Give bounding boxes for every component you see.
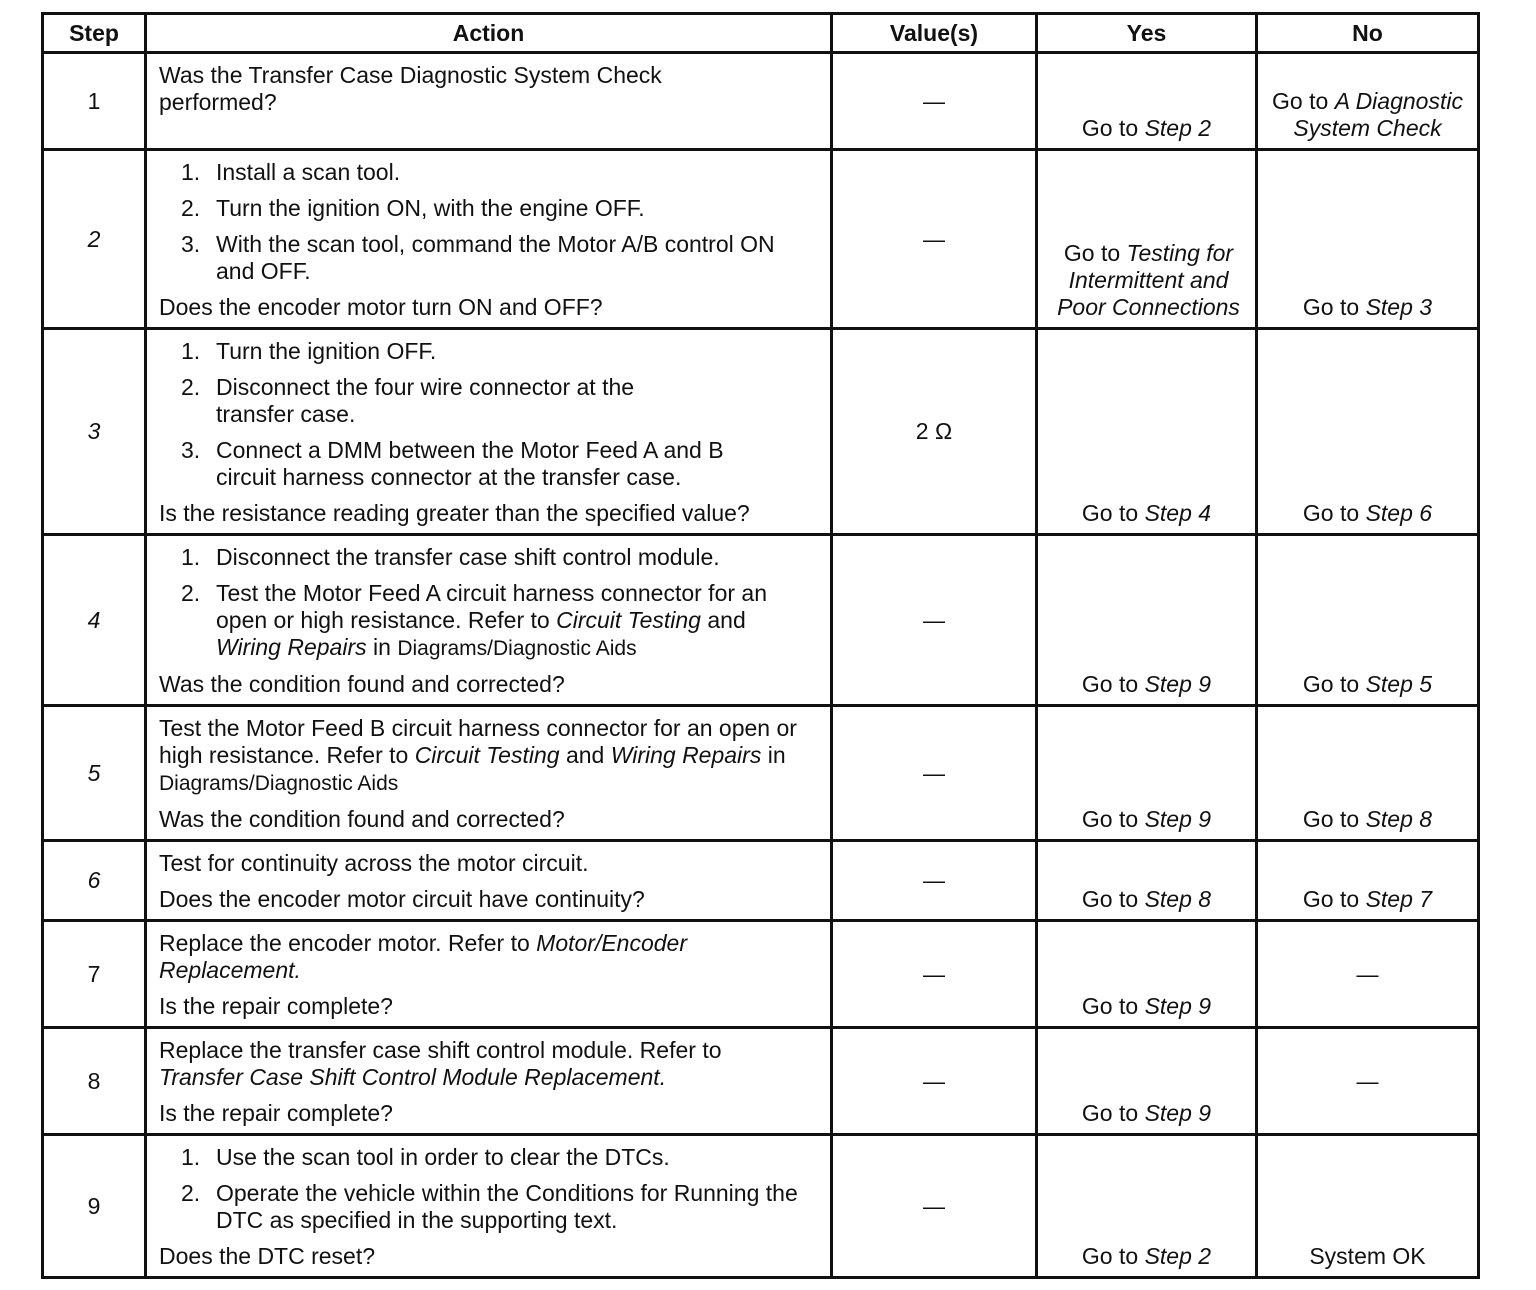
no-text: System OK: [1309, 1243, 1426, 1269]
yes-cell: [1037, 1028, 1257, 1135]
action-cell: [146, 535, 832, 706]
action-steps: [159, 159, 820, 285]
yes-ref: Step 9: [1144, 671, 1212, 697]
action-step: [159, 195, 820, 222]
no-ref: Step 7: [1365, 886, 1433, 912]
action-cell: [146, 921, 832, 1028]
circuit-testing-ref: Circuit Testing: [414, 742, 560, 768]
yes-cell: [1037, 150, 1257, 329]
action-step: [159, 231, 776, 285]
no-ref: A Diagnostic System Check: [1293, 88, 1463, 141]
no-prefix: Go to: [1302, 806, 1366, 832]
yes-cell: [1037, 1135, 1257, 1278]
header-no: No: [1257, 14, 1479, 53]
no-cell: [1257, 150, 1479, 329]
action-step: [159, 1180, 820, 1234]
circuit-testing-ref: Circuit Testing: [556, 607, 701, 633]
value-cell: [832, 329, 1037, 535]
yes-cell: [1037, 329, 1257, 535]
value-text: —: [923, 1193, 945, 1219]
action-step: [159, 338, 820, 365]
step-number: 7: [43, 921, 146, 1028]
header-yes: Yes: [1037, 14, 1257, 53]
action-step: [159, 544, 820, 571]
table-row: [43, 921, 1479, 1028]
question-text: Is the resistance reading greater than the specified value?: [159, 500, 750, 526]
yes-ref: Step 4: [1144, 500, 1212, 526]
question-text: Was the condition found and corrected?: [159, 671, 565, 697]
action-text-part: Replace the transfer case shift control module. Refer to: [159, 1037, 722, 1063]
step-bullet: 1.: [181, 544, 201, 570]
value-text: —: [923, 226, 945, 252]
action-text: [159, 715, 799, 797]
question-text: Does the encoder motor circuit have continuity?: [159, 886, 645, 912]
value-cell: [832, 1135, 1037, 1278]
value-text: —: [923, 868, 945, 893]
value-text: —: [923, 88, 945, 114]
step-bullet: 2.: [181, 374, 201, 400]
yes-ref: Testing for Intermittent and Poor Connections: [1057, 240, 1240, 320]
yes-prefix: Go to: [1081, 115, 1145, 141]
yes-prefix: Go to: [1081, 671, 1145, 697]
value-text: —: [923, 607, 945, 633]
table-row: [43, 329, 1479, 535]
action-text: [159, 1037, 799, 1091]
action-cell: [146, 841, 832, 921]
no-cell: [1257, 841, 1479, 921]
action-step: [159, 580, 816, 662]
action-steps: [159, 338, 820, 491]
header-step: Step: [43, 14, 146, 53]
diagnostic-table: [41, 12, 1480, 1279]
diagnostic-aids-ref: Diagrams/Diagnostic Aids: [159, 772, 399, 795]
table-row: [43, 53, 1479, 150]
yes-cell: [1037, 921, 1257, 1028]
yes-prefix: Go to: [1081, 500, 1145, 526]
no-ref: Step 3: [1365, 294, 1433, 320]
step-bullet: 2.: [181, 195, 201, 221]
yes-prefix: Go to: [1081, 806, 1145, 832]
yes-ref: Step 9: [1144, 993, 1212, 1019]
yes-prefix: Go to: [1081, 886, 1145, 912]
header-row: [43, 14, 1479, 53]
step-text: Disconnect the four wire connector at the transfer case.: [216, 374, 635, 427]
no-text: —: [1356, 961, 1379, 987]
action-text: [159, 930, 779, 984]
value-cell: [832, 921, 1037, 1028]
step-bullet: 1.: [181, 1144, 201, 1170]
step-text: Turn the ignition ON, with the engine OFF.: [216, 195, 645, 221]
yes-prefix: Go to: [1063, 240, 1127, 266]
table-row: [43, 706, 1479, 841]
no-prefix: Go to: [1302, 294, 1366, 320]
no-cell: [1257, 329, 1479, 535]
step-text: and: [700, 607, 746, 633]
action-step: [159, 374, 686, 428]
question-text: Is the repair complete?: [159, 1100, 393, 1126]
motor-encoder-replacement-ref: Motor/Encoder Replacement.: [159, 930, 688, 983]
step-bullet: 2.: [181, 1180, 201, 1206]
yes-prefix: Go to: [1081, 1243, 1145, 1269]
no-ref: Step 5: [1365, 671, 1433, 697]
table-row: [43, 1135, 1479, 1278]
yes-ref: Step 9: [1144, 1100, 1212, 1126]
step-number: 8: [43, 1028, 146, 1135]
step-text: Test the Motor Feed A circuit harness connector for an open or high resistance. Refer to: [216, 580, 768, 633]
yes-ref: Step 2: [1144, 115, 1212, 141]
yes-ref: Step 9: [1144, 806, 1212, 832]
action-text-part: and: [559, 742, 611, 768]
no-prefix: Go to: [1272, 88, 1335, 114]
value-text: —: [923, 1068, 945, 1094]
step-text: With the scan tool, command the Motor A/B control ON and OFF.: [216, 231, 775, 284]
step-number: 5: [43, 706, 146, 841]
action-cell: [146, 1135, 832, 1278]
table-row: [43, 1028, 1479, 1135]
value-cell: [832, 1028, 1037, 1135]
diagnostic-aids-ref: Diagrams/Diagnostic Aids: [397, 637, 637, 660]
no-cell: [1257, 921, 1479, 1028]
action-text-part: Replace the encoder motor. Refer to: [159, 930, 537, 956]
no-cell: [1257, 1028, 1479, 1135]
header-values: Value(s): [832, 14, 1037, 53]
action-step: [159, 159, 820, 186]
yes-ref: Step 2: [1144, 1243, 1212, 1269]
step-text: Turn the ignition OFF.: [216, 338, 437, 364]
step-number: 6: [43, 841, 146, 921]
value-cell: [832, 535, 1037, 706]
action-step: [159, 437, 786, 491]
action-cell: [146, 329, 832, 535]
question-text: Does the encoder motor turn ON and OFF?: [159, 294, 603, 320]
step-number: 9: [43, 1135, 146, 1278]
table-row: [43, 535, 1479, 706]
question-text: Does the DTC reset?: [159, 1243, 376, 1269]
value-text: —: [923, 760, 945, 786]
question-text: Is the repair complete?: [159, 993, 393, 1019]
action-text-part: Test the Motor Feed B circuit harness connector for an open or high resistance. Refer to: [159, 715, 797, 768]
no-ref: Step 8: [1365, 806, 1433, 832]
value-cell: [832, 706, 1037, 841]
yes-ref: Step 8: [1144, 886, 1212, 912]
action-text-part: in: [761, 742, 786, 768]
no-text: —: [1356, 1068, 1379, 1094]
wiring-repairs-ref: Wiring Repairs: [216, 634, 367, 660]
yes-prefix: Go to: [1081, 993, 1145, 1019]
action-cell: [146, 1028, 832, 1135]
value-cell: [832, 150, 1037, 329]
step-bullet: 1.: [181, 338, 201, 364]
no-prefix: Go to: [1302, 500, 1366, 526]
no-cell: [1257, 706, 1479, 841]
yes-cell: [1037, 53, 1257, 150]
step-text: Connect a DMM between the Motor Feed A and B circuit harness connector at the transfer case.: [216, 437, 724, 490]
action-cell: [146, 150, 832, 329]
question-text: Was the condition found and corrected?: [159, 806, 565, 832]
header-action: Action: [146, 14, 832, 53]
table-row: [43, 150, 1479, 329]
yes-cell: [1037, 535, 1257, 706]
shift-control-module-replacement-ref: Transfer Case Shift Control Module Replacement.: [159, 1064, 667, 1090]
no-ref: Step 6: [1365, 500, 1433, 526]
yes-cell: [1037, 841, 1257, 921]
step-bullet: 3.: [181, 437, 201, 463]
yes-cell: [1037, 706, 1257, 841]
value-cell: [832, 841, 1037, 921]
step-number: 1: [43, 53, 146, 150]
step-text: Use the scan tool in order to clear the DTCs.: [216, 1144, 670, 1170]
question-text: Was the Transfer Case Diagnostic System Check performed?: [159, 62, 662, 115]
no-prefix: Go to: [1302, 886, 1366, 912]
table-row: [43, 841, 1479, 921]
step-text: in: [366, 634, 398, 660]
no-cell: [1257, 53, 1479, 150]
no-cell: [1257, 1135, 1479, 1278]
value-text: —: [923, 961, 945, 987]
step-bullet: 1.: [181, 159, 201, 185]
action-step: [159, 1144, 820, 1171]
step-text: Operate the vehicle within the Conditions for Running the DTC as specified in the supporting text.: [216, 1180, 798, 1233]
step-number: 4: [43, 535, 146, 706]
step-text: Disconnect the transfer case shift control module.: [216, 544, 720, 570]
no-prefix: Go to: [1302, 671, 1366, 697]
action-steps: [159, 1144, 820, 1234]
wiring-repairs-ref: Wiring Repairs: [610, 742, 762, 768]
action-steps: [159, 544, 820, 662]
value-cell: [832, 53, 1037, 150]
action-cell: [146, 53, 832, 150]
yes-prefix: Go to: [1081, 1100, 1145, 1126]
action-cell: [146, 706, 832, 841]
step-number: 3: [43, 329, 146, 535]
step-text: Install a scan tool.: [216, 159, 401, 185]
no-cell: [1257, 535, 1479, 706]
step-number: 2: [43, 150, 146, 329]
action-text: Test for continuity across the motor circuit.: [159, 850, 589, 876]
step-bullet: 2.: [181, 580, 201, 606]
step-bullet: 3.: [181, 231, 201, 257]
value-text: 2 Ω: [915, 418, 953, 444]
